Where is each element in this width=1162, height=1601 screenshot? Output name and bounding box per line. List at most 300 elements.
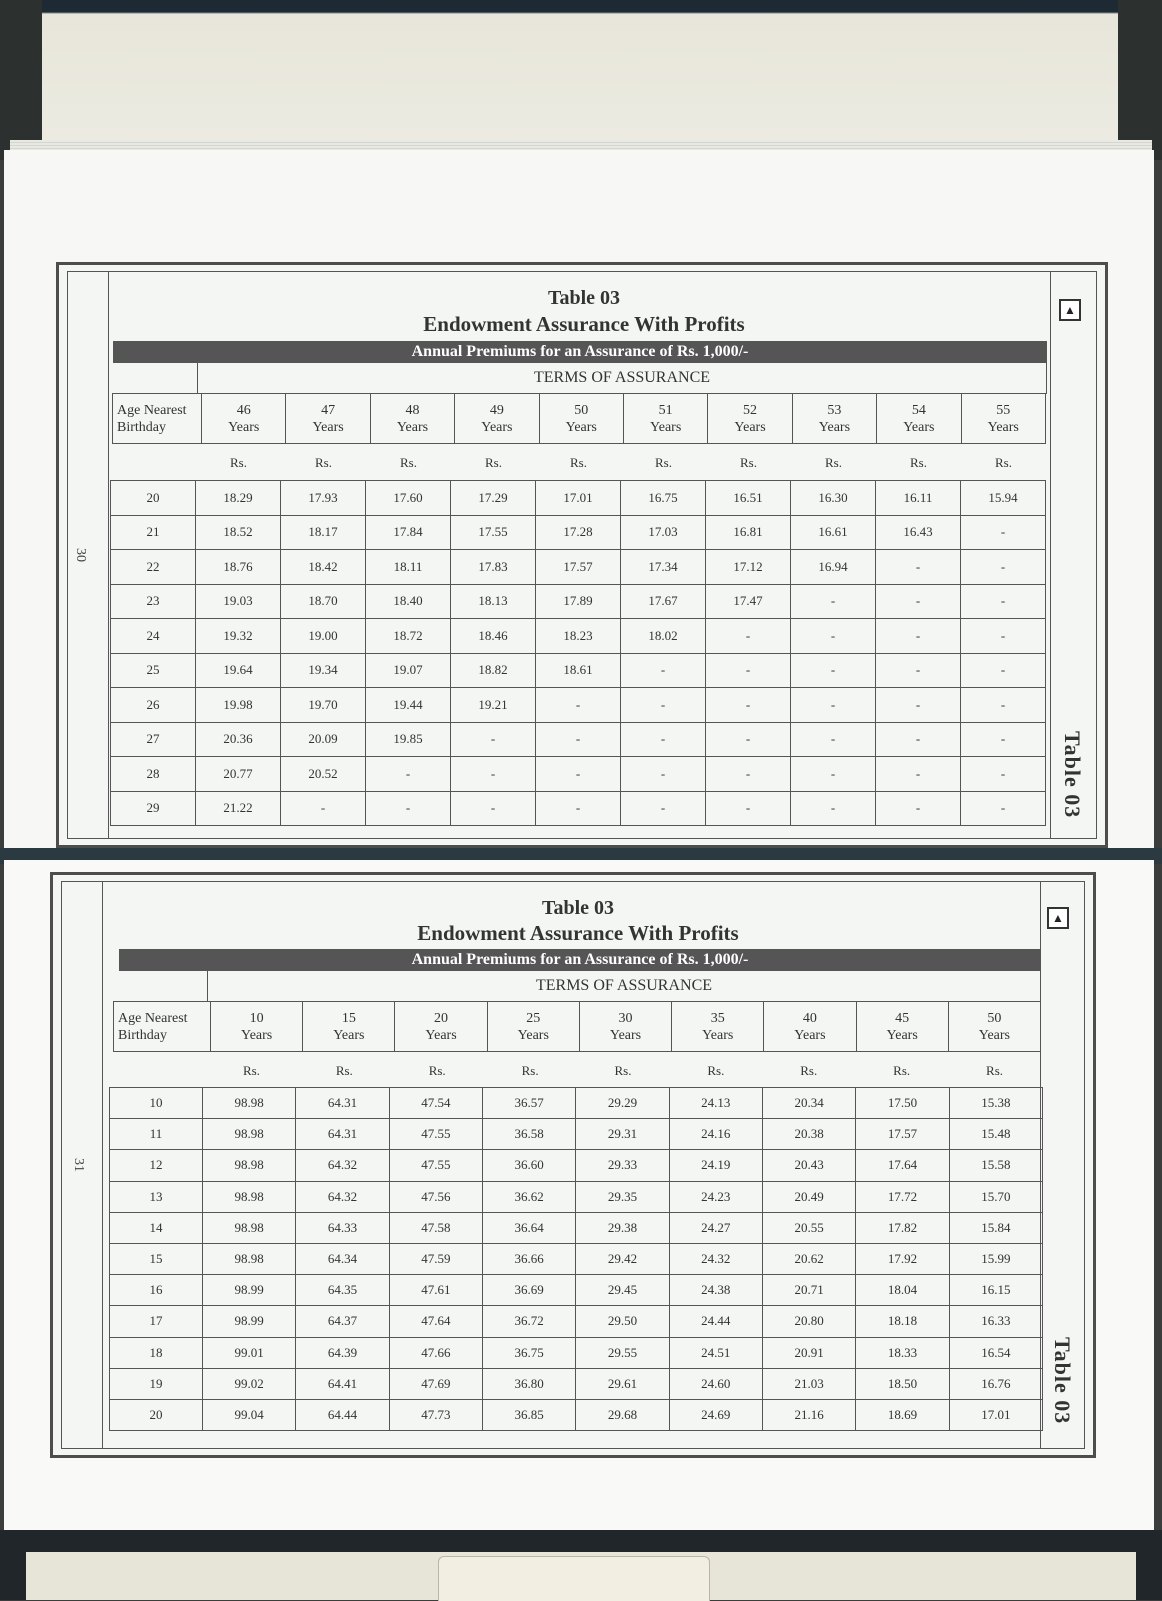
term-header-cell (455, 394, 539, 444)
term-years-value: 50 (574, 402, 589, 418)
currency-label: Rs. (242, 1063, 260, 1078)
premium-cell: 18.23 (536, 619, 621, 654)
premium-cell: 36.60 (482, 1150, 575, 1181)
term-years-value: 30 (618, 1010, 633, 1026)
term-years-value: 52 (743, 402, 758, 418)
premium-cell: 21.03 (762, 1368, 855, 1399)
term-years-value: 54 (911, 402, 926, 418)
premium-cell: 16.81 (706, 515, 791, 550)
premium-cell: 16.43 (876, 515, 961, 550)
premium-cell: 18.76 (196, 550, 281, 585)
term-header-cell (579, 1002, 671, 1052)
premium-cell: - (281, 791, 366, 826)
premium-cell: - (791, 653, 876, 688)
premium-cell: 24.13 (669, 1088, 762, 1119)
currency-label: Rs. (707, 1063, 725, 1078)
side-table-label: Table 03 (1060, 731, 1085, 819)
term-years-value: 51 (658, 402, 673, 418)
age-cell: 12 (110, 1150, 203, 1181)
premium-cell: 16.15 (949, 1275, 1042, 1306)
premium-cell: 19.21 (451, 688, 536, 723)
premium-cell: 18.72 (366, 619, 451, 654)
age-cell: 18 (110, 1337, 203, 1368)
premium-cell: - (536, 688, 621, 723)
age-cell: 17 (110, 1306, 203, 1337)
term-header-cell (623, 394, 707, 444)
premium-cell: 29.29 (576, 1088, 669, 1119)
premium-cell: - (536, 722, 621, 757)
term-years-value: 10 (249, 1010, 264, 1026)
premium-cell: 36.72 (482, 1306, 575, 1337)
premium-cell: 47.59 (389, 1243, 482, 1274)
premium-cell: 24.32 (669, 1243, 762, 1274)
premium-cell: 17.55 (451, 515, 536, 550)
premium-cell: 47.55 (389, 1119, 482, 1150)
age-cell: 25 (111, 653, 196, 688)
premium-cell: 19.07 (366, 653, 451, 688)
premium-cell: - (961, 619, 1046, 654)
table-row (111, 757, 1046, 792)
premium-cell: 20.43 (762, 1150, 855, 1181)
term-header-cell (303, 1002, 395, 1052)
premium-cell: 64.41 (296, 1368, 389, 1399)
premium-cell: 20.52 (281, 757, 366, 792)
premium-cell: 29.35 (576, 1181, 669, 1212)
premium-band: Annual Premiums for an Assurance of Rs. 1,000/- (119, 949, 1041, 971)
premium-cell: 24.69 (669, 1399, 762, 1430)
premium-cell: 29.68 (576, 1399, 669, 1430)
premium-cell: 18.61 (536, 653, 621, 688)
premium-cell: 20.36 (196, 722, 281, 757)
currency-label: Rs. (825, 455, 842, 470)
table-row (111, 515, 1046, 550)
premium-cell: 19.34 (281, 653, 366, 688)
premium-cell: 16.61 (791, 515, 876, 550)
term-years-unit: Years (794, 1027, 826, 1043)
premium-cell: - (621, 653, 706, 688)
premium-cell: 17.93 (281, 481, 366, 516)
premium-cell: - (961, 791, 1046, 826)
currency-label: Rs. (428, 1063, 446, 1078)
term-header-row (113, 1001, 1041, 1052)
premium-cell: 64.31 (296, 1119, 389, 1150)
table-row (110, 1275, 1043, 1306)
premium-cell: - (706, 722, 791, 757)
premium-cell: 64.33 (296, 1212, 389, 1243)
premium-cell: - (876, 653, 961, 688)
premium-cell: 17.60 (366, 481, 451, 516)
premium-cell: - (876, 584, 961, 619)
currency-label: Rs. (995, 455, 1012, 470)
premium-cell: 98.99 (203, 1275, 296, 1306)
term-years-value: 45 (895, 1010, 910, 1026)
premium-cell: - (961, 688, 1046, 723)
premium-cell: 20.34 (762, 1088, 855, 1119)
table-row (110, 1243, 1043, 1274)
premium-cell: 47.61 (389, 1275, 482, 1306)
term-header-cell (487, 1002, 579, 1052)
term-years-unit: Years (818, 419, 851, 435)
premium-cell: 20.09 (281, 722, 366, 757)
premium-cell: - (876, 791, 961, 826)
premium-cell: 16.76 (949, 1368, 1042, 1399)
age-cell: 28 (111, 757, 196, 792)
page-31 (50, 872, 1096, 1458)
premium-cell: 99.04 (203, 1399, 296, 1430)
table-row (111, 584, 1046, 619)
premium-cell: - (706, 688, 791, 723)
age-cell: 20 (111, 481, 196, 516)
age-cell: 19 (110, 1368, 203, 1399)
premium-cell: 18.40 (366, 584, 451, 619)
premium-cell: 47.69 (389, 1368, 482, 1399)
table-row (110, 1088, 1043, 1119)
premium-cell: - (706, 653, 791, 688)
currency-label: Rs. (335, 1063, 353, 1078)
term-header-cell (708, 394, 792, 444)
premium-cell: - (876, 757, 961, 792)
age-cell: 27 (111, 722, 196, 757)
premium-cell: 15.99 (949, 1243, 1042, 1274)
term-years-unit: Years (886, 1027, 918, 1043)
term-years-unit: Years (702, 1027, 734, 1043)
premium-cell: - (451, 757, 536, 792)
table-row (111, 550, 1046, 585)
premium-cell: 19.03 (196, 584, 281, 619)
term-years-value: 49 (489, 402, 504, 418)
table-title: Table 03 (541, 897, 615, 919)
premium-cell: 21.16 (762, 1399, 855, 1430)
premium-cell: - (366, 791, 451, 826)
premium-cell: 17.01 (949, 1399, 1042, 1430)
currency-label: Rs. (570, 455, 587, 470)
premium-cell: 17.84 (366, 515, 451, 550)
page-gutter (102, 882, 103, 1448)
premium-cell: 17.47 (706, 584, 791, 619)
term-header-cell (395, 1002, 487, 1052)
premium-cell: 20.55 (762, 1212, 855, 1243)
premium-cell: 20.91 (762, 1337, 855, 1368)
age-header-line: Age Nearest (117, 402, 187, 418)
booklet-tab (438, 1556, 710, 1601)
premium-cell: 24.44 (669, 1306, 762, 1337)
term-header-cell (539, 394, 623, 444)
premium-cell: - (706, 757, 791, 792)
premium-cell: 16.94 (791, 550, 876, 585)
term-years-unit: Years (650, 419, 682, 435)
term-years-value: 55 (996, 402, 1011, 418)
premium-cell: 17.57 (856, 1119, 949, 1150)
premium-cell: 15.48 (949, 1119, 1042, 1150)
term-years-value: 46 (236, 402, 251, 418)
premium-cell: 18.42 (281, 550, 366, 585)
term-years-unit: Years (517, 1027, 549, 1043)
age-cell: 29 (111, 791, 196, 826)
premium-cell: 20.38 (762, 1119, 855, 1150)
premium-cell: - (961, 757, 1046, 792)
term-header-cell (792, 394, 876, 444)
premium-cell: - (536, 791, 621, 826)
table-row (111, 481, 1046, 516)
premium-cell: 36.69 (482, 1275, 575, 1306)
premium-cell: 24.16 (669, 1119, 762, 1150)
premium-cell: 20.80 (762, 1306, 855, 1337)
term-years-unit: Years (396, 419, 429, 435)
terms-heading: TERMS OF ASSURANCE (197, 363, 1047, 394)
term-header-cell (948, 1002, 1040, 1052)
premium-cell: 15.38 (949, 1088, 1042, 1119)
term-years-unit: Years (978, 1027, 1010, 1043)
premium-cell: - (791, 688, 876, 723)
premium-cell: 17.12 (706, 550, 791, 585)
table-subtitle: Endowment Assurance With Profits (417, 921, 739, 945)
table-row (110, 1150, 1043, 1181)
premium-cell: 15.70 (949, 1181, 1042, 1212)
term-years-value: 20 (434, 1010, 449, 1026)
term-years-value: 48 (405, 402, 420, 418)
premium-cell: 17.01 (536, 481, 621, 516)
term-years-unit: Years (312, 419, 344, 435)
premium-table (109, 1087, 1043, 1431)
table-row (110, 1212, 1043, 1243)
premium-cell: 36.80 (482, 1368, 575, 1399)
premium-cell: - (706, 619, 791, 654)
premium-cell: 64.39 (296, 1337, 389, 1368)
premium-cell: 19.64 (196, 653, 281, 688)
age-cell: 23 (111, 584, 196, 619)
currency-label: Rs. (893, 1063, 911, 1078)
premium-cell: 19.85 (366, 722, 451, 757)
table-row (110, 1399, 1043, 1430)
premium-cell: 36.57 (482, 1088, 575, 1119)
premium-cell: 19.32 (196, 619, 281, 654)
premium-cell: - (366, 757, 451, 792)
premium-cell: 29.50 (576, 1306, 669, 1337)
premium-cell: 64.35 (296, 1275, 389, 1306)
premium-cell: - (451, 791, 536, 826)
premium-cell: - (876, 619, 961, 654)
term-years-unit: Years (734, 419, 766, 435)
term-header-row (112, 393, 1046, 444)
premium-cell: 17.28 (536, 515, 621, 550)
page-number: 31 (71, 1158, 86, 1172)
premium-cell: - (791, 791, 876, 826)
premium-cell: - (621, 791, 706, 826)
term-years-unit: Years (240, 1027, 273, 1043)
premium-cell: - (706, 791, 791, 826)
premium-cell: 47.64 (389, 1306, 482, 1337)
premium-cell: 19.44 (366, 688, 451, 723)
premium-cell: 29.45 (576, 1275, 669, 1306)
table-row (111, 688, 1046, 723)
premium-cell: 17.29 (451, 481, 536, 516)
premium-cell: - (961, 584, 1046, 619)
term-header-cell (764, 1002, 856, 1052)
premium-cell: 16.54 (949, 1337, 1042, 1368)
premium-cell: - (961, 653, 1046, 688)
premium-cell: - (961, 515, 1046, 550)
premium-cell: 17.57 (536, 550, 621, 585)
premium-cell: 98.98 (203, 1243, 296, 1274)
premium-cell: 17.50 (856, 1088, 949, 1119)
premium-cell: 47.66 (389, 1337, 482, 1368)
premium-cell: 18.29 (196, 481, 281, 516)
premium-cell: 36.66 (482, 1243, 575, 1274)
term-header-cell (672, 1002, 764, 1052)
premium-cell: 98.98 (203, 1088, 296, 1119)
age-cell: 22 (111, 550, 196, 585)
currency-label: Rs. (315, 455, 332, 470)
premium-cell: - (621, 688, 706, 723)
premium-cell: - (961, 550, 1046, 585)
premium-cell: 29.38 (576, 1212, 669, 1243)
page-right-gutter (1050, 272, 1051, 838)
premium-cell: 29.42 (576, 1243, 669, 1274)
premium-cell: 18.46 (451, 619, 536, 654)
premium-cell: - (961, 722, 1046, 757)
age-cell: 10 (110, 1088, 203, 1119)
term-years-unit: Years (565, 419, 597, 435)
premium-cell: 98.99 (203, 1306, 296, 1337)
premium-cell: 17.03 (621, 515, 706, 550)
premium-cell: 98.98 (203, 1212, 296, 1243)
premium-cell: 99.01 (203, 1337, 296, 1368)
table-row (111, 722, 1046, 757)
premium-cell: 18.18 (856, 1306, 949, 1337)
premium-cell: 20.71 (762, 1275, 855, 1306)
premium-cell: 19.00 (281, 619, 366, 654)
premium-cell: 98.98 (203, 1119, 296, 1150)
premium-cell: 16.11 (876, 481, 961, 516)
company-logo-icon: ▲ (1047, 907, 1069, 929)
terms-heading: TERMS OF ASSURANCE (207, 971, 1041, 1002)
table-title: Table 03 (547, 287, 621, 309)
scan-edge-right (1118, 0, 1162, 160)
premium-cell: - (536, 757, 621, 792)
premium-cell: 15.58 (949, 1150, 1042, 1181)
term-header-cell (202, 394, 286, 444)
premium-cell: 18.17 (281, 515, 366, 550)
page-gutter (108, 272, 109, 838)
premium-cell: 17.92 (856, 1243, 949, 1274)
table-row (111, 791, 1046, 826)
currency-label: Rs. (485, 455, 502, 470)
premium-cell: 36.85 (482, 1399, 575, 1430)
table-row (111, 653, 1046, 688)
age-header-line: Birthday (118, 1027, 167, 1043)
table-row (110, 1119, 1043, 1150)
term-years-value: 50 (987, 1010, 1002, 1026)
currency-label: Rs. (800, 1063, 818, 1078)
term-header-cell (877, 394, 961, 444)
premium-cell: 20.77 (196, 757, 281, 792)
age-cell: 15 (110, 1243, 203, 1274)
premium-cell: 18.11 (366, 550, 451, 585)
term-years-value: 15 (341, 1010, 356, 1026)
premium-cell: - (791, 722, 876, 757)
premium-cell: 16.75 (621, 481, 706, 516)
premium-cell: 19.70 (281, 688, 366, 723)
premium-cell: - (621, 757, 706, 792)
company-logo-icon: ▲ (1059, 299, 1081, 321)
term-years-value: 35 (710, 1010, 725, 1026)
premium-cell: 18.04 (856, 1275, 949, 1306)
premium-cell: 18.69 (856, 1399, 949, 1430)
side-table-label: Table 03 (1050, 1337, 1075, 1425)
premium-cell: 24.23 (669, 1181, 762, 1212)
page-30 (56, 262, 1108, 848)
currency-label: Rs. (655, 455, 672, 470)
premium-cell: 17.67 (621, 584, 706, 619)
age-cell: 21 (111, 515, 196, 550)
premium-cell: 18.13 (451, 584, 536, 619)
premium-cell: 98.98 (203, 1181, 296, 1212)
age-cell: 11 (110, 1119, 203, 1150)
premium-cell: 16.51 (706, 481, 791, 516)
premium-band: Annual Premiums for an Assurance of Rs. 1,000/- (113, 341, 1047, 363)
premium-cell: 29.31 (576, 1119, 669, 1150)
premium-cell: 29.55 (576, 1337, 669, 1368)
premium-cell: 64.37 (296, 1306, 389, 1337)
currency-label: Rs. (521, 1063, 539, 1078)
premium-cell: 18.52 (196, 515, 281, 550)
premium-cell: 15.84 (949, 1212, 1042, 1243)
premium-cell: 64.31 (296, 1088, 389, 1119)
age-header (114, 1002, 211, 1052)
age-cell: 26 (111, 688, 196, 723)
term-years-value: 40 (802, 1010, 817, 1026)
table-row (111, 619, 1046, 654)
table-row (110, 1306, 1043, 1337)
premium-cell: - (876, 550, 961, 585)
premium-cell: 21.22 (196, 791, 281, 826)
premium-cell: 24.27 (669, 1212, 762, 1243)
premium-cell: 47.54 (389, 1088, 482, 1119)
premium-cell: 17.34 (621, 550, 706, 585)
currency-label: Rs. (230, 455, 247, 470)
premium-cell: 24.38 (669, 1275, 762, 1306)
table-row (110, 1181, 1043, 1212)
term-years-unit: Years (481, 419, 513, 435)
term-header-cell (211, 1002, 303, 1052)
term-years-value: 47 (321, 402, 336, 418)
premium-cell: 47.56 (389, 1181, 482, 1212)
premium-cell: 18.33 (856, 1337, 949, 1368)
premium-cell: - (791, 584, 876, 619)
currency-label: Rs. (986, 1063, 1004, 1078)
premium-cell: 36.58 (482, 1119, 575, 1150)
premium-cell: 17.64 (856, 1150, 949, 1181)
premium-cell: 36.64 (482, 1212, 575, 1243)
term-years-unit: Years (228, 419, 260, 435)
premium-cell: - (876, 688, 961, 723)
age-cell: 14 (110, 1212, 203, 1243)
table-row (110, 1337, 1043, 1368)
term-years-value: 25 (526, 1010, 541, 1026)
age-header (113, 394, 202, 444)
premium-cell: - (791, 619, 876, 654)
premium-cell: 47.73 (389, 1399, 482, 1430)
premium-cell: 18.50 (856, 1368, 949, 1399)
premium-cell: - (621, 722, 706, 757)
table-row (110, 1368, 1043, 1399)
age-cell: 13 (110, 1181, 203, 1212)
term-years-unit: Years (425, 1027, 457, 1043)
premium-cell: 99.02 (203, 1368, 296, 1399)
age-cell: 24 (111, 619, 196, 654)
premium-cell: 64.44 (296, 1399, 389, 1430)
scan-edge-left (0, 0, 42, 160)
